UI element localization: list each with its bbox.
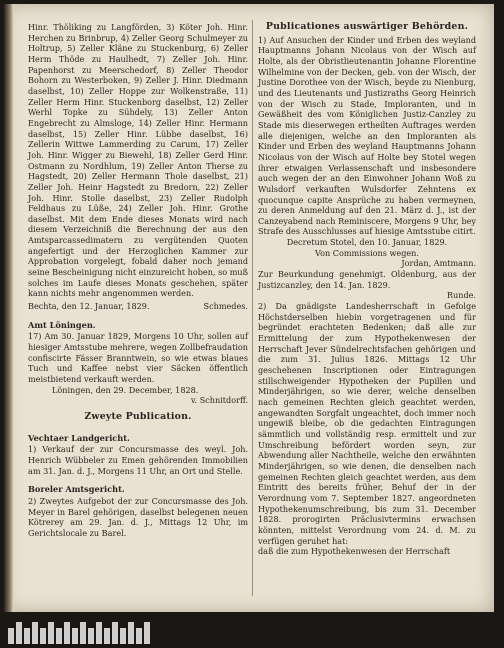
- signature-name: Runde.: [446, 290, 476, 301]
- signature-date: Bechta, den 12. Januar, 1829.: [28, 301, 150, 312]
- section-heading: Amt Löningen.: [28, 319, 96, 330]
- scanner-footer: [0, 614, 504, 648]
- column-divider: [252, 20, 253, 596]
- decree-authority: Von Commissions wegen.: [315, 247, 419, 258]
- publication-heading: Zweyte Publication.: [84, 410, 192, 422]
- signature-name: v. Schnitdorff.: [190, 395, 248, 406]
- decree-date: Decretum Stotel, den 10. Januar, 1829.: [286, 237, 448, 248]
- notice-paragraph: 2) Da gnädigste Landesherrschaft in Gefolge Höchstderselben hiebin vorgetragenen und für begründet erachteten Bedenken; daß alle zur Ermittelung der zum Hypothekenwesen der Herrschaft Jever Sündelrechtsfachen gehörigen und die zum 31. Julius 1826. Mittags 12 Uhr geschehenen Inscriptionen oder Eintragungen stillschweigender Hypotheken der Pupillen und Minderjährigen, so wie derer, welche denselben nach gemeinen Rechten gleich geachtet werden, angewandten Sorgfalt ungeachtet, doch immer noch ungewiß bleibe, ob die gedachten Eintragungen sämmtlich und vollständig resp. ermittelt und zur Umschreibung befördert worden seyn, zur Abwendung aller Nachtheile, welche den erwähnten Minderjährigen, so wie denen, die denselben nach gemeinen Rechten gleich geachtet werden, aus dem Eintritt des bereits früher, Behuf der in der Verordnung vom 7. September 1827. angeordneten Hypothekenumschreibung, bis zum 31. December 1828. prorogirten Präclusivtermins erwachsen könnten, mittelst Verordnung vom 24. d. M. zu verfügen geruhet hat:: [258, 301, 476, 546]
- left-column: [28, 22, 248, 539]
- newspaper-page: [4, 4, 494, 612]
- notice-paragraph: 2) Zweytes Aufgebot der zur Concursmasse des Joh. Meyer in Barel gehörigen, daselbst belegenen neuen Kötrerey am 29. Jan. d. J., Mittags 12 Uhr, im Gerichtslocale zu Barel.: [28, 495, 248, 538]
- signature-date: Löningen, den 29. December, 1828.: [52, 384, 199, 395]
- notice-paragraph: 17) Am 30. Januar 1829, Morgens 10 Uhr, sollen auf hiesiger Amtsstube mehrere, wegen Zollbefraudation confiscirte Fässer Branntwein, so wie etwas blaues Tuch und Kaffee nebst vier Säcken öffentlich meistbietend verkauft werden.: [28, 331, 248, 384]
- book-spine-shadow: [4, 4, 14, 612]
- certification-line: Zur Beurkundung genehmigt. Oldenburg, aus der Justizcanzley, den 14. Jan. 1829.: [258, 269, 476, 290]
- library-barcode-icon: [8, 622, 158, 644]
- notice-paragraph: 1) Auf Ansuchen der Kinder und Erben des weyland Hauptmanns Johann Nicolaus von der Wisch auf Holte, als der Obristlieutenantin Johanne Florentine Wilhelmine von der Decken, geb. von der Wisch, der Justine Dorothee von der Wisch, beyde zu Nienburg, und des Lieutenants und Justizraths Georg Heinrich von der Wisch zu Stade, Imploranten, und in Gewäßheit des vom Königlichen Justiz-Canzley zu Stade mis dieserwegen ertheilten Auftrages werden alle diejenigen, welche an den Imploranten als Kinder und Erben des weyland Hauptmanns Johann Nicolaus von der Wisch auf Holte bey Stotel wegen ihrer etwaigen Verlassenschaft und insbesondere auch wegen der an den Einwohner Johann Woß zu Wulsdorf verkauften Wulsdorfer Zehntens ex quocunque capite Ansprüche zu haben vermeynen, zu deren Anmeldung auf den 21. März d. J., ist der Canzeyabend nach Reminiscere, Morgens 9 Uhr, bey Strafe des Ausschlusses auf hiesige Amtsstube citirt.: [258, 34, 476, 237]
- notice-paragraph: daß die zum Hypothekenwesen der Herrschaft: [258, 546, 451, 557]
- right-column: [258, 22, 476, 557]
- notice-paragraph: 1) Verkauf der zur Concursmasse des weyl. Joh. Henrich Wübbeler zu Emen gehörenden Immobilien am 31. Jan. d. J., Morgens 11 Uhr, an Ort und Stelle.: [28, 444, 248, 476]
- notice-paragraph: Hinr. Thöliking zu Langförden, 3) Köter Joh. Hinr. Herchen zu Brinbrup, 4) Zeller Georg Schulmeyer zu Holtrup, 5) Zeller Kläne zu Stuckenburg, 6) Zeller Herm Thöde zu Haulhedt, 7) Zeller Joh. Hinr. Papenhorst zu Meerschedorf, 8) Zeller Theodor Bohorn zu Westerboken, 9) Zeller J. Hinr. Diedmann daselbst, 10) Zeller Hoppe zur Wolkenstraße, 11) Zeller Herm Hinr. Stuckenborg daselbst, 12) Zeller Werhl Topke zu Sühdely, 13) Zeller Anton Engebrecht zu Almsloge, 14) Zeller Hinr. Hermann daselbst, 15) Zeller Hinr. Lübbe daselbst, 16) Zellerin Wittwe Lammerding zu Carum, 17) Zeller Joh. Hinr. Wigger zu Biewehl, 18) Zeller Gerd Hinr. Ostmann zu Nordhlum, 19) Zeller Anton Therse zu Hagstedt, 20) Zeller Hermann Thole daselbst, 21) Zeller Joh. Heinr Hagstedt zu Bredorn, 22) Zeller Joh. Hinr. Stolle daselbst, 23) Zeller Rudolph Feldhaus zu Lüße, 24) Zeller Joh. Hinr. Grothe daselbst. Mit dem Ende dieses Monats wird nach diesem Verzeichniß die Berechnung der aus den Amtsparcassedimatern zu vergütenden Quoten angefertigt und der Herzoglichen Kammer zur Approbation vorgelegt, fobald daher noch jemand seine Bescheinigung nicht einzureicht hoben, so muß solches im Laufe dieses Monats geschehen, später kann nichts mehr angenommen werden.: [28, 22, 248, 299]
- section-title: Publicationes auswärtiger Behörden.: [265, 21, 469, 32]
- court-heading: Boreler Amtsgericht.: [28, 484, 125, 495]
- signature-line: [28, 301, 248, 312]
- court-heading: Vechtaer Landgericht.: [28, 432, 130, 443]
- signature-name: Jordan, Amtmann.: [401, 258, 476, 269]
- signature-name: Schmedes.: [203, 301, 248, 312]
